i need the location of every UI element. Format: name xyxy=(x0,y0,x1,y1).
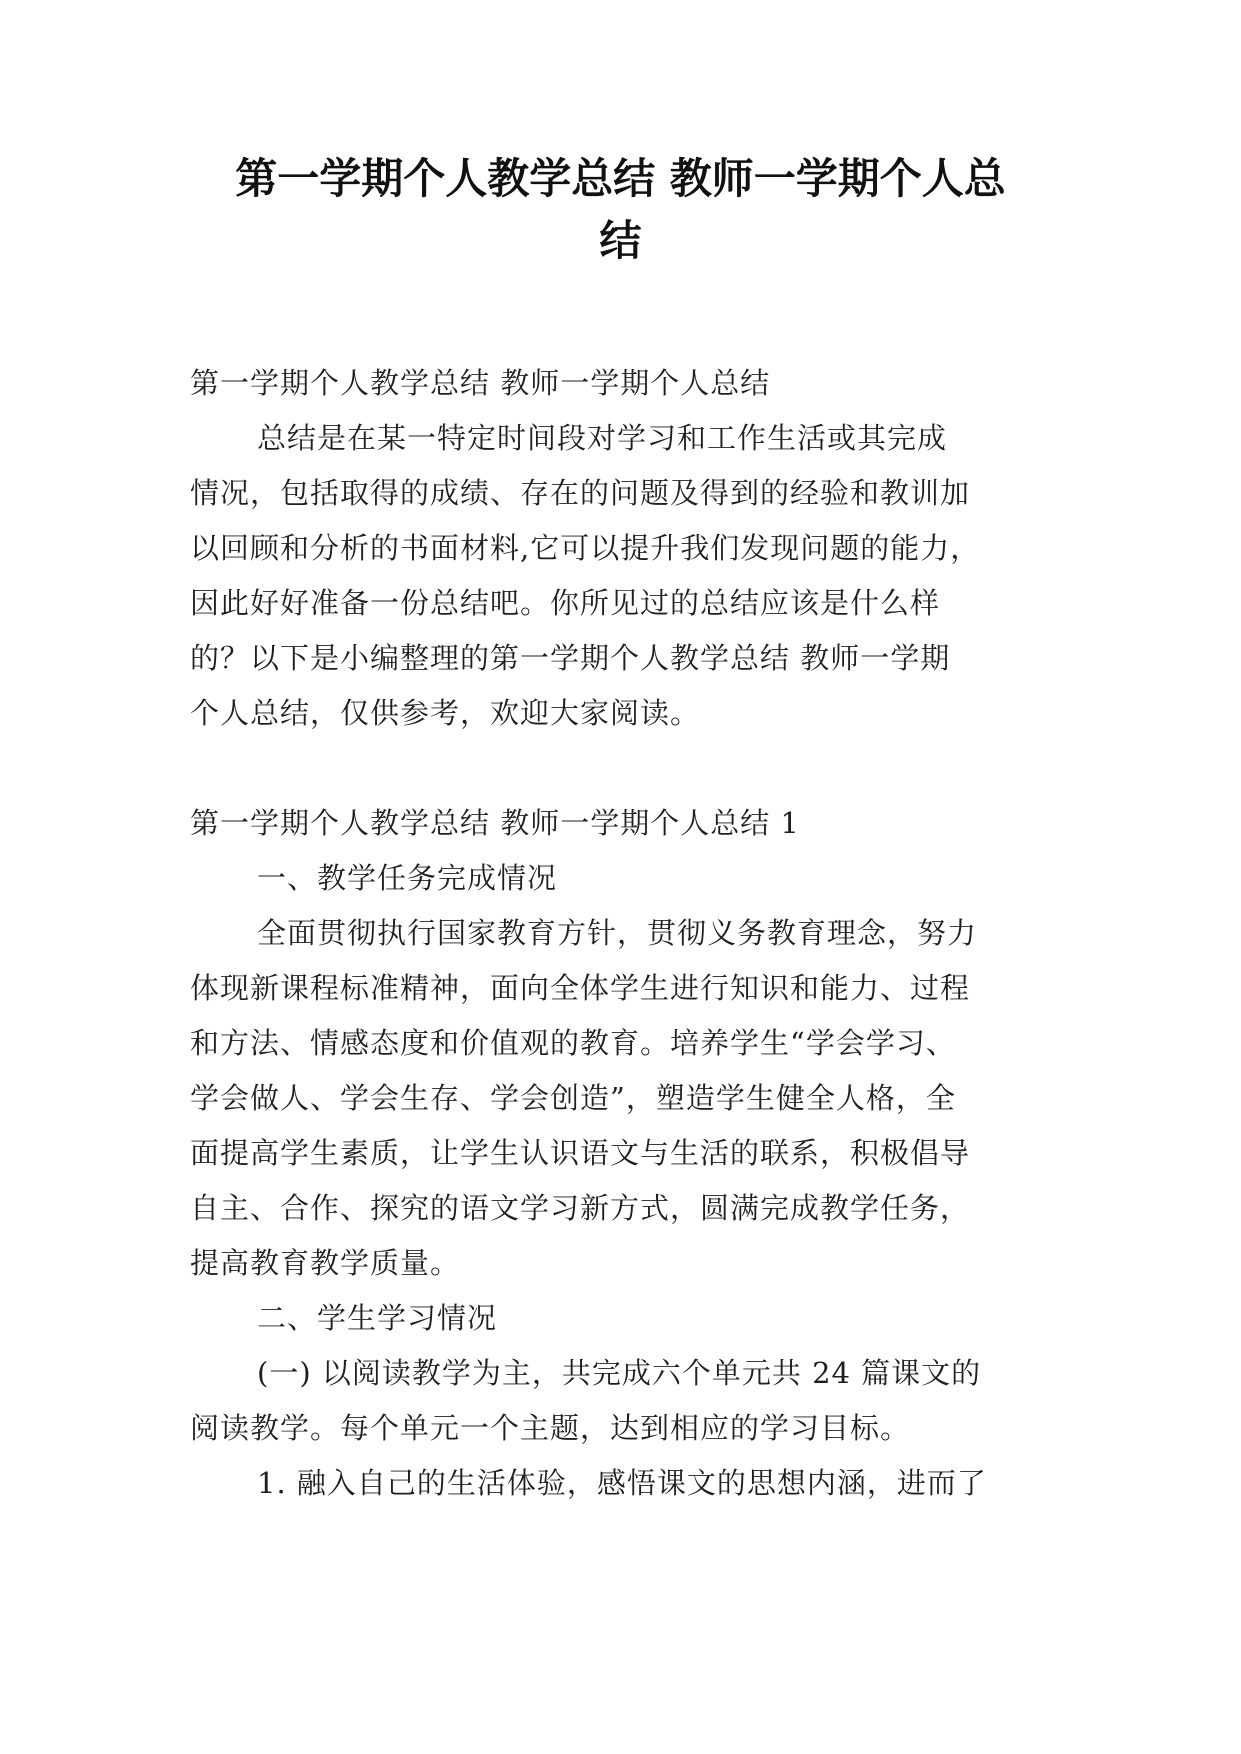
paragraph-line: 全面贯彻执行国家教育方针，贯彻义务教育理念，努力 xyxy=(257,916,978,950)
intro-paragraph-line: 总结是在某一特定时间段对学习和工作生活或其完成 xyxy=(257,421,948,455)
document-body xyxy=(190,356,1070,1511)
intro-paragraph-line: 个人总结，仅供参考，欢迎大家阅读。 xyxy=(190,696,701,730)
paragraph-line: 面提高学生素质，让学生认识语文与生活的联系，积极倡导 xyxy=(190,1136,971,1170)
subsection-heading: 二、学生学习情况 xyxy=(257,1301,498,1335)
intro-paragraph-line: 情况，包括取得的成绩、存在的问题及得到的经验和教训加 xyxy=(190,476,971,510)
title-line-2: 结 xyxy=(599,216,642,265)
paragraph-line: 阅读教学。每个单元一个主题，达到相应的学习目标。 xyxy=(190,1411,911,1445)
paragraph-line: 体现新课程标准精神，面向全体学生进行知识和能力、过程 xyxy=(190,971,971,1005)
paragraph-line: (一) 以阅读教学为主，共完成六个单元共 24 篇课文的 xyxy=(257,1356,982,1390)
blank-line xyxy=(190,741,1070,796)
intro-paragraph-line: 因此好好准备一份总结吧。你所见过的总结应该是什么样 xyxy=(190,586,941,620)
subtitle-line: 第一学期个人教学总结 教师一学期个人总结 xyxy=(190,366,771,400)
subsection-heading: 一、教学任务完成情况 xyxy=(257,861,558,895)
paragraph-line: 自主、合作、探究的语文学习新方式，圆满完成教学任务， xyxy=(190,1191,971,1225)
section-heading: 第一学期个人教学总结 教师一学期个人总结 1 xyxy=(190,806,800,840)
intro-paragraph-line: 以回顾和分析的书面材料,它可以提升我们发现问题的能力， xyxy=(190,531,981,565)
paragraph-line: 提高教育教学质量。 xyxy=(190,1246,461,1280)
paragraph-line: 学会做人、学会生存、学会创造”，塑造学生健全人格，全 xyxy=(190,1081,956,1115)
document-title xyxy=(130,148,1111,272)
paragraph-line: 和方法、情感态度和价值观的教育。培养学生“学会学习、 xyxy=(190,1026,956,1060)
paragraph-line: 1. 融入自己的生活体验，感悟课文的思想内涵，进而了 xyxy=(257,1466,987,1500)
intro-paragraph-line: 的？以下是小编整理的第一学期个人教学总结 教师一学期 xyxy=(190,641,951,675)
title-line-1: 第一学期个人教学总结 教师一学期个人总 xyxy=(235,154,1006,203)
